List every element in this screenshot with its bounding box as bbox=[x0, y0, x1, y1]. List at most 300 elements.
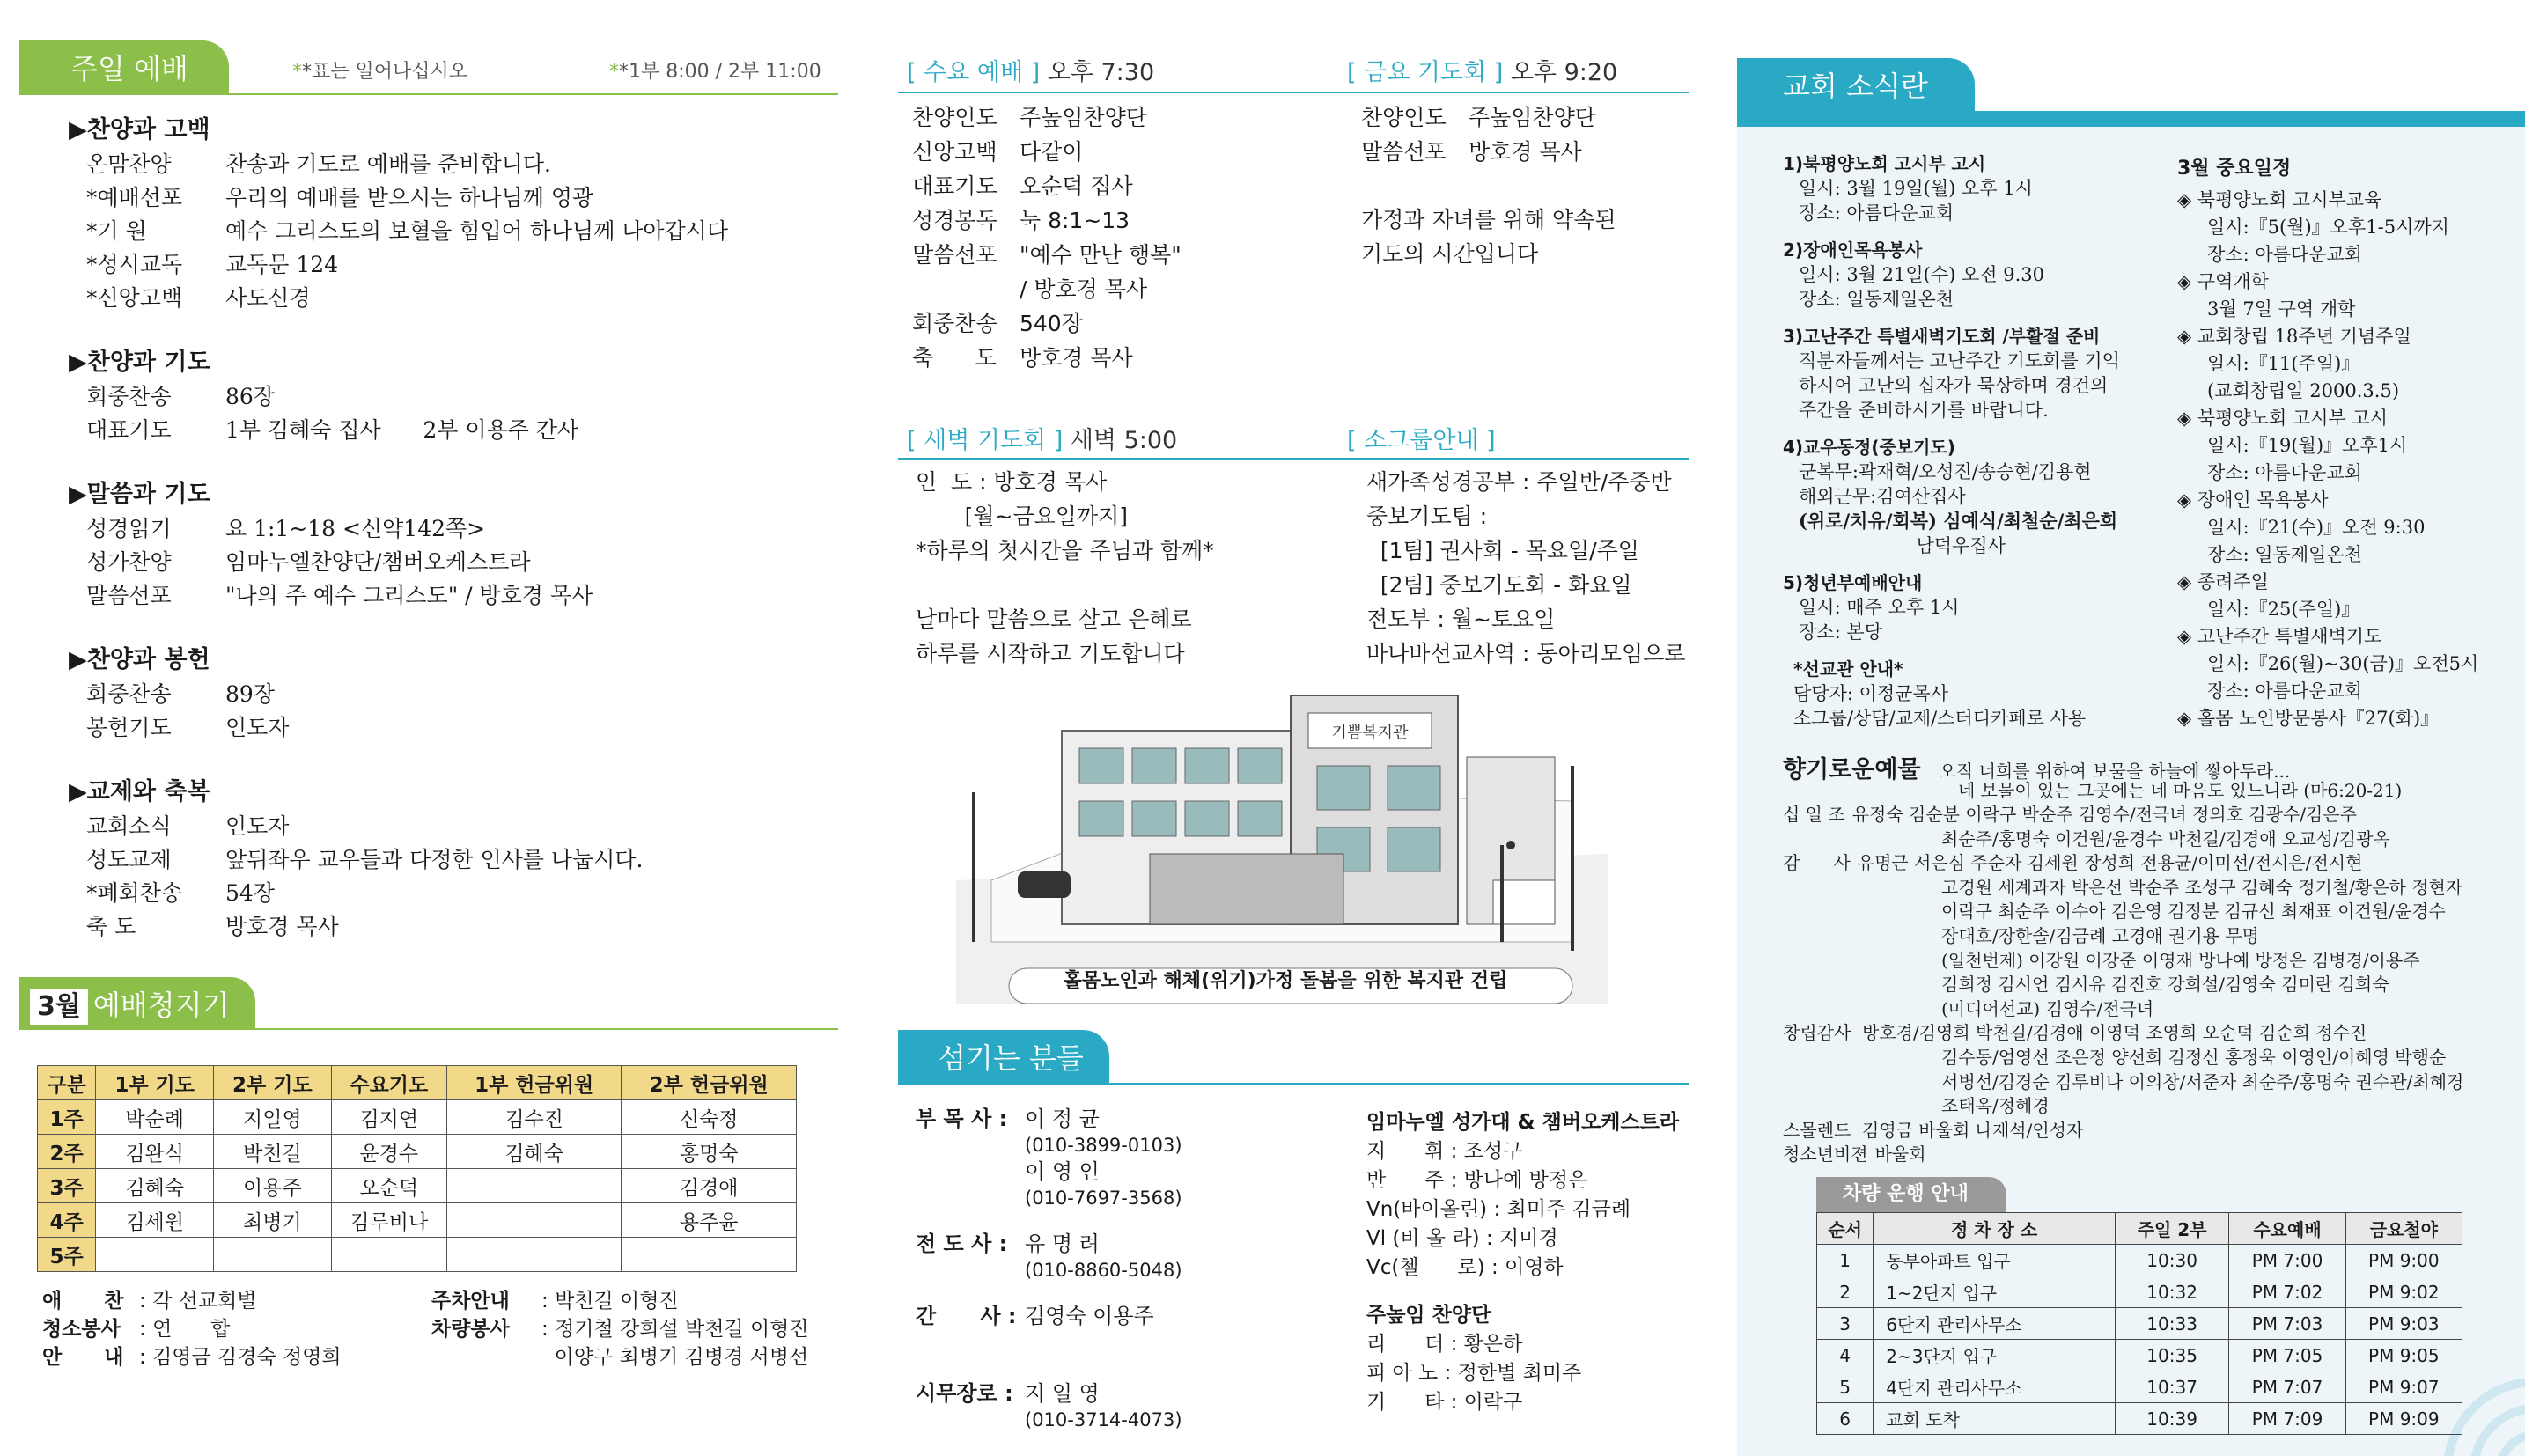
bus-cell: PM 9:09 bbox=[2345, 1403, 2462, 1435]
service-row bbox=[1361, 135, 1596, 169]
footer-label: 청소봉사 bbox=[42, 1318, 121, 1341]
servant-names bbox=[1025, 1230, 1182, 1283]
bus-cell: 동부아파트 입구 bbox=[1874, 1245, 2116, 1276]
footer-left bbox=[42, 1287, 342, 1371]
table-cell: 박천길 bbox=[214, 1135, 332, 1169]
order-value: 54장 bbox=[225, 880, 275, 906]
service-row bbox=[912, 100, 1182, 135]
ensemble-member: 반 주 : 방나예 방정은 bbox=[1366, 1169, 1588, 1192]
footer-line: 청소봉사 : 연 합 bbox=[42, 1315, 342, 1343]
table-cell: 이용주 bbox=[214, 1169, 332, 1203]
servant-name: 이 정 균 bbox=[1025, 1107, 1100, 1131]
bus-cell: PM 7:09 bbox=[2229, 1403, 2345, 1435]
offering-category bbox=[1783, 900, 1862, 924]
offering-names: 서병선/김경순 김루비나 이의창/서준자 최순주/홍명숙 권수관/최혜경 bbox=[1941, 1070, 2464, 1092]
footer-value: 김영금 김경숙 정영희 bbox=[152, 1346, 342, 1369]
table-row bbox=[38, 1100, 797, 1135]
table-row bbox=[38, 1135, 797, 1169]
stand-note: **표는 일어나십시오 bbox=[292, 61, 468, 83]
sunday-order bbox=[69, 113, 835, 944]
bus-cell: 6 bbox=[1817, 1403, 1874, 1435]
info-line: 하루를 시작하고 기도합니다 bbox=[916, 641, 1185, 666]
servant-names bbox=[1025, 1379, 1182, 1432]
info-line: [1팀] 권사회 - 목요일/주일 bbox=[1366, 538, 1639, 563]
dawn-header: [ 새벽 기도회 ] 새벽 5:00 bbox=[907, 427, 1178, 454]
table-cell: 김혜숙 bbox=[446, 1135, 622, 1169]
bus-row bbox=[1817, 1403, 2462, 1435]
table-cell: 용주윤 bbox=[622, 1203, 797, 1238]
footer-value: 각 선교회별 bbox=[152, 1290, 257, 1313]
table-header: 1부 헌금위원 bbox=[446, 1066, 622, 1100]
service-label: 말씀선포 bbox=[912, 242, 997, 268]
table-cell: 김경애 bbox=[622, 1169, 797, 1203]
order-row bbox=[69, 148, 835, 181]
offering-names: 바울회 bbox=[1874, 1143, 1926, 1166]
stewards-table bbox=[37, 1065, 797, 1272]
service-label: 말씀선포 bbox=[1361, 139, 1447, 165]
order-row bbox=[69, 843, 835, 877]
footer-line: 애 찬 : 각 선교회별 bbox=[42, 1287, 342, 1315]
offering-row bbox=[1783, 803, 2463, 827]
order-value: 앞뒤좌우 교우들과 다정한 인사를 나눕시다. bbox=[225, 847, 644, 872]
footer-value: 연 합 bbox=[152, 1318, 231, 1341]
offering-category: 스몰렌드 bbox=[1783, 1119, 1851, 1141]
offering-category bbox=[1783, 949, 1862, 974]
offering-row bbox=[1783, 1021, 2463, 1046]
schedule-line: ◈ 북평양노회 고시부 고시 bbox=[2177, 408, 2389, 429]
offering-row bbox=[1783, 827, 2463, 852]
table-cell: 최병기 bbox=[214, 1203, 332, 1238]
offering-category bbox=[1783, 924, 1862, 949]
schedule-line: ◈ 북평양노회 고시부교육 bbox=[2177, 189, 2382, 210]
servants-rule bbox=[898, 1083, 1689, 1085]
order-value: 요 1:1~18 <신약142쪽> bbox=[225, 516, 486, 541]
offering-category: 청소년비젼 bbox=[1783, 1143, 1868, 1166]
service-row bbox=[912, 306, 1182, 341]
servant-names bbox=[1025, 1302, 1154, 1330]
order-row bbox=[69, 810, 835, 843]
footer-line: 차량봉사 : 정기철 강희설 박천길 이형진 bbox=[431, 1315, 809, 1343]
ensemble-member: Vl (비 올 라) : 지미경 bbox=[1366, 1227, 1558, 1250]
table-cell: 김지연 bbox=[331, 1100, 446, 1135]
order-label: 봉헌기도 bbox=[86, 715, 172, 740]
news-title: 5)청년부예배안내 bbox=[1783, 572, 1923, 593]
bus-row bbox=[1817, 1245, 2462, 1276]
service-row bbox=[912, 135, 1182, 169]
schedule-line: (교회창립일 2000.3.5) bbox=[2207, 380, 2400, 401]
service-label: 대표기도 bbox=[912, 173, 997, 199]
table-row bbox=[38, 1203, 797, 1238]
info-line: 날마다 말씀으로 살고 은혜로 bbox=[916, 607, 1192, 632]
info-line: 새가족성경공부 : 주일반/주중반 bbox=[1366, 469, 1672, 495]
service-row bbox=[912, 203, 1182, 238]
info-line: 중보기도팀 : bbox=[1366, 504, 1488, 529]
offering-names: 김수동/엄영선 조은정 양선희 김정신 홍정욱 이영인/이혜영 박행순 bbox=[1941, 1046, 2447, 1068]
fri-order bbox=[1361, 100, 1596, 169]
schedule-line: 일시:『21(수)』오전 9:30 bbox=[2207, 517, 2426, 538]
service-label: 회중찬송 bbox=[912, 311, 997, 336]
group-header: [ 소그룹안내 ] bbox=[1347, 427, 1496, 454]
footer-right bbox=[431, 1287, 809, 1371]
table-cell: 신숙정 bbox=[622, 1100, 797, 1135]
news-line: 주간을 준비하시기를 바랍니다. bbox=[1799, 400, 2049, 421]
order-value: 인도자 bbox=[225, 715, 290, 740]
ensemble-member: 리 더 : 황은하 bbox=[1366, 1333, 1523, 1356]
table-cell: 김루비나 bbox=[331, 1203, 446, 1238]
service-value: 방호경 목사 bbox=[1469, 139, 1582, 165]
news-line: 일시: 3월 19일(월) 오후 1시 bbox=[1799, 178, 2033, 199]
order-label: 말씀선포 bbox=[86, 583, 172, 608]
spacer bbox=[1783, 731, 2120, 743]
order-row bbox=[69, 282, 835, 315]
table-cell: 오순덕 bbox=[331, 1169, 446, 1203]
spacer bbox=[1783, 644, 2120, 657]
bus-cell: 10:39 bbox=[2115, 1403, 2228, 1435]
schedule-line: ◈ 종려주일 bbox=[2177, 571, 2269, 592]
footer-label: 애 찬 bbox=[42, 1290, 124, 1313]
order-value: 교독문 124 bbox=[225, 252, 339, 277]
info-line: *하루의 첫시간을 주님과 함께* bbox=[916, 538, 1214, 563]
order-label: *기 원 bbox=[86, 218, 147, 244]
order-value: 86장 bbox=[225, 384, 275, 409]
schedule-line: 3월 7일 구역 개학 bbox=[2207, 298, 2356, 320]
welfare-building-illustration bbox=[956, 678, 1608, 1004]
service-value: 주높임찬양단 bbox=[1469, 105, 1596, 130]
service-label: 찬양인도 bbox=[912, 105, 997, 130]
building-caption: 홀몸노인과 해체(위기)가정 돌봄을 위한 복지관 건립 bbox=[1063, 970, 1508, 992]
service-value: 오순덕 집사 bbox=[1020, 173, 1133, 199]
offering-row bbox=[1783, 997, 2463, 1022]
schedule-line: ◈ 교회창립 18주년 기념주일 bbox=[2177, 326, 2411, 347]
table-header: 1부 기도 bbox=[96, 1066, 214, 1100]
order-label: 회중찬송 bbox=[86, 681, 172, 707]
march-label: 3월 bbox=[30, 989, 88, 1025]
table-cell: 지일영 bbox=[214, 1100, 332, 1135]
offering-names: 김희정 김시언 김시유 김진호 강희설/김영숙 김미란 김희숙 bbox=[1941, 974, 2389, 996]
servant-name: (010-8860-5048) bbox=[1025, 1260, 1182, 1281]
sunday-worship-tab: 주일 예배 bbox=[19, 40, 229, 95]
offering-row bbox=[1783, 1094, 2463, 1119]
bus-cell: PM 9:05 bbox=[2345, 1340, 2462, 1371]
offering-row bbox=[1783, 1070, 2463, 1095]
col2-rule bbox=[898, 92, 1689, 93]
servant-name: (010-3899-0103) bbox=[1025, 1135, 1182, 1156]
offering-names: 방호경/김영희 박천길/김경애 이영덕 조영희 오순덕 김순희 정수진 bbox=[1862, 1022, 2367, 1044]
col2-rule-2 bbox=[898, 458, 1689, 460]
news-schedule bbox=[2177, 151, 2478, 732]
bus-cell: 2~3단지 입구 bbox=[1874, 1340, 2116, 1371]
table-cell: 3주 bbox=[38, 1169, 96, 1203]
ensemble-title: 임마누엘 성가대 & 챔버오케스트라 bbox=[1366, 1111, 1680, 1134]
table-cell bbox=[446, 1169, 622, 1203]
order-row bbox=[69, 579, 835, 613]
order-label: 회중찬송 bbox=[86, 384, 172, 409]
bus-cell: 5 bbox=[1817, 1371, 1874, 1403]
order-row bbox=[69, 678, 835, 711]
spacer bbox=[1783, 225, 2120, 238]
order-value: 임마누엘찬양단/챔버오케스트라 bbox=[225, 549, 531, 575]
spacer bbox=[1783, 312, 2120, 324]
news-title: 1)북평양노회 고시부 고시 bbox=[1783, 153, 1986, 174]
bus-cell: PM 7:07 bbox=[2229, 1371, 2345, 1403]
bus-tab: 차량 운행 안내 bbox=[1816, 1177, 2006, 1212]
servant-names bbox=[1025, 1105, 1182, 1210]
servant-block bbox=[916, 1379, 1182, 1432]
bus-cell: 10:37 bbox=[2115, 1371, 2228, 1403]
schedule-line: 장소: 아름다운교회 bbox=[2207, 462, 2363, 483]
order-value: 89장 bbox=[225, 681, 275, 707]
service-row bbox=[1361, 100, 1596, 135]
table-cell: 김혜숙 bbox=[96, 1169, 214, 1203]
schedule-line: ◈ 고난주간 특별새벽기도 bbox=[2177, 626, 2382, 647]
service-row bbox=[912, 169, 1182, 203]
news-line: 담당자: 이정균목사 bbox=[1793, 683, 1949, 704]
bus-cell: PM 7:00 bbox=[2229, 1245, 2345, 1276]
service-value: / 방호경 목사 bbox=[1020, 276, 1148, 302]
news-line: 군복무:곽재혁/오성진/송승현/김용현 bbox=[1799, 461, 2092, 482]
order-row bbox=[69, 215, 835, 248]
order-label: 축 도 bbox=[86, 914, 136, 939]
schedule-line: ◈ 홀몸 노인방문봉사『27(화)』 bbox=[2177, 708, 2440, 729]
bus-cell: 10:35 bbox=[2115, 1340, 2228, 1371]
table-header: 2부 기도 bbox=[214, 1066, 332, 1100]
ensemble-member: Vc(첼 로) : 이영하 bbox=[1366, 1256, 1564, 1279]
service-label: 찬양인도 bbox=[1361, 105, 1447, 130]
offering-category bbox=[1783, 1070, 1862, 1095]
ensemble-member: 기 타 : 이락구 bbox=[1366, 1391, 1523, 1414]
news-title: *선교관 안내* bbox=[1793, 658, 1903, 680]
servant-role: 간 사 : bbox=[916, 1304, 1017, 1328]
order-value: 예수 그리스도의 보혈을 힘입어 하나님께 나아갑시다 bbox=[225, 218, 729, 244]
bus-cell: 교회 도착 bbox=[1874, 1403, 2116, 1435]
order-value: 1부 김혜숙 집사 2부 이용주 간사 bbox=[225, 417, 579, 443]
bus-cell: 1 bbox=[1817, 1245, 1874, 1276]
order-label: *폐회찬송 bbox=[86, 880, 183, 906]
info-line bbox=[916, 568, 1214, 602]
offering-list bbox=[1783, 803, 2463, 1167]
footer-line: 주차안내 : 박천길 이형진 bbox=[431, 1287, 809, 1315]
info-line: 바나바선교사역 : 동아리모임으로 bbox=[1366, 641, 1686, 666]
table-header: 2부 헌금위원 bbox=[622, 1066, 797, 1100]
servant-name: 이 영 인 bbox=[1025, 1159, 1100, 1184]
tab-underline bbox=[19, 93, 838, 95]
schedule-line: 장소: 아름다운교회 bbox=[2207, 244, 2363, 265]
offering-names: 유정숙 김순분 이락구 박순주 김영수/전극녀 정의호 김광수/김은주 bbox=[1851, 804, 2357, 825]
order-row bbox=[69, 877, 835, 910]
order-row bbox=[69, 414, 835, 447]
section-title: ▶교제와 축복 bbox=[69, 778, 210, 805]
service-value: 540장 bbox=[1020, 311, 1083, 336]
news-title: 3)고난주간 특별새벽기도회 /부활절 준비 bbox=[1783, 326, 2101, 347]
table-cell bbox=[331, 1238, 446, 1272]
wed-header: [ 수요 예배 ] 오후 7:30 bbox=[907, 59, 1155, 86]
bus-cell: PM 7:05 bbox=[2229, 1340, 2345, 1371]
bus-cell: 1~2단지 입구 bbox=[1874, 1276, 2116, 1308]
service-label: 성경봉독 bbox=[912, 208, 997, 233]
servant-role: 시무장로 : bbox=[916, 1381, 1013, 1406]
offering-row bbox=[1783, 924, 2463, 949]
ensemble-title: 주높임 찬양단 bbox=[1366, 1304, 1491, 1327]
order-label: 성도교제 bbox=[86, 847, 172, 872]
offering-names: 고경원 세계과자 박은선 박순주 조성구 김혜숙 정기철/황은하 정현자 bbox=[1941, 876, 2463, 898]
table-header: 수요기도 bbox=[331, 1066, 446, 1100]
offering-category bbox=[1783, 997, 1862, 1022]
offering-row bbox=[1783, 1119, 2463, 1143]
order-label: *신앙고백 bbox=[86, 285, 183, 311]
bus-cell: 10:30 bbox=[2115, 1245, 2228, 1276]
order-row bbox=[69, 711, 835, 745]
schedule-line: 일시:『19(월)』오후1시 bbox=[2207, 435, 2408, 456]
offering-names: 이락구 최순주 이수아 김은영 김정분 김규선 최재표 이건원/윤경수 bbox=[1941, 901, 2446, 923]
bus-cell: 6단지 관리사무소 bbox=[1874, 1308, 2116, 1340]
servant-name: 지 일 영 bbox=[1025, 1381, 1100, 1406]
service-value: 다같이 bbox=[1020, 139, 1084, 165]
ensemble-member: 지 휘 : 조성구 bbox=[1366, 1140, 1523, 1163]
news-line: 해외근무:김여산집사 bbox=[1799, 486, 1966, 507]
offering-row bbox=[1783, 851, 2463, 876]
table-cell bbox=[446, 1238, 622, 1272]
order-label: 대표기도 bbox=[86, 417, 172, 443]
news-line: 남덕우집사 bbox=[1799, 535, 2006, 556]
footer-label: 안 내 bbox=[42, 1346, 124, 1369]
offering-title: 향기로운예물 bbox=[1783, 756, 1921, 783]
schedule-line: 장소: 일동제일온천 bbox=[2207, 544, 2363, 565]
offering-verse-1: 오직 너희를 위하여 보물을 하늘에 쌓아두라... bbox=[1939, 761, 2291, 782]
bus-cell: 4단지 관리사무소 bbox=[1874, 1371, 2116, 1403]
bus-cell: 10:33 bbox=[2115, 1308, 2228, 1340]
news-title: 4)교우동정(중보기도) bbox=[1783, 437, 1955, 458]
footer-label: 주차안내 bbox=[431, 1290, 510, 1313]
fri-header: [ 금요 기도회 ] 오후 9:20 bbox=[1347, 59, 1618, 86]
news-bar bbox=[1737, 111, 2525, 127]
bus-header: 수요예배 bbox=[2229, 1213, 2345, 1245]
offering-names: 최순주/홍명숙 이건원/윤경수 박천길/김경애 오교성/김광옥 bbox=[1941, 827, 2390, 849]
service-value: 방호경 목사 bbox=[1020, 345, 1133, 371]
order-row bbox=[69, 546, 835, 579]
wed-order bbox=[912, 100, 1182, 375]
church-news-tab: 교회 소식란 bbox=[1737, 58, 1975, 113]
servant-block bbox=[916, 1302, 1182, 1330]
svg-text:기쁨복지관: 기쁨복지관 bbox=[1331, 724, 1409, 742]
schedule-line: 장소: 아름다운교회 bbox=[2207, 680, 2363, 702]
offering-row bbox=[1783, 949, 2463, 974]
news-line: 장소: 본당 bbox=[1799, 621, 1882, 643]
order-value: "나의 주 예수 그리스도" / 방호경 목사 bbox=[225, 583, 593, 608]
news-line: (위로/치유/회복) 심예식/최철순/최은희 bbox=[1799, 510, 2118, 532]
table-row bbox=[38, 1169, 797, 1203]
offering-verse-2: 네 보물이 있는 그곳에는 네 마음도 있느니라 (마6:20-21) bbox=[1958, 780, 2403, 801]
table-cell: 김완식 bbox=[96, 1135, 214, 1169]
order-row bbox=[69, 910, 835, 944]
section-title: ▶찬양과 고백 bbox=[69, 116, 210, 143]
bus-row bbox=[1817, 1340, 2462, 1371]
offering-category: 감 사 bbox=[1783, 852, 1851, 874]
footer-value: 정기철 강희설 박천길 이형진 bbox=[555, 1318, 809, 1341]
news-left bbox=[1783, 151, 2120, 743]
info-line: [월~금요일까지] bbox=[916, 504, 1128, 529]
table-cell: 박순례 bbox=[96, 1100, 214, 1135]
servant-role: 부 목 사 : bbox=[916, 1107, 1008, 1131]
table-cell bbox=[214, 1238, 332, 1272]
footer-line: 안 내 : 김영금 김경숙 정영희 bbox=[42, 1343, 342, 1371]
bus-cell: PM 9:03 bbox=[2345, 1308, 2462, 1340]
offering-category bbox=[1783, 1046, 1862, 1070]
info-line: 전도부 : 월~토요일 bbox=[1366, 607, 1556, 632]
news-line: 일시: 3월 21일(수) 오전 9.30 bbox=[1799, 264, 2045, 285]
schedule-title: 3월 중요일정 bbox=[2177, 158, 2292, 180]
news-line: 하시어 고난의 십자가 묵상하며 경건의 bbox=[1799, 375, 2109, 396]
bus-header: 순서 bbox=[1817, 1213, 1874, 1245]
service-value: "예수 만난 행복" bbox=[1020, 242, 1182, 268]
footer-line bbox=[431, 1343, 809, 1371]
table-cell: 5주 bbox=[38, 1238, 96, 1272]
bus-cell: PM 7:03 bbox=[2229, 1308, 2345, 1340]
servant-name: (010-3714-4073) bbox=[1025, 1409, 1182, 1430]
bus-header: 금요철야 bbox=[2345, 1213, 2462, 1245]
table-header: 구분 bbox=[38, 1066, 96, 1100]
order-value: 방호경 목사 bbox=[225, 914, 339, 939]
table-cell: 홍명숙 bbox=[622, 1135, 797, 1169]
footer-value: 박천길 이형진 bbox=[555, 1290, 679, 1313]
order-label: 성가찬양 bbox=[86, 549, 172, 575]
order-label: *성시교독 bbox=[86, 252, 183, 277]
table-cell: 김수진 bbox=[446, 1100, 622, 1135]
order-row bbox=[69, 380, 835, 414]
service-label: 신앙고백 bbox=[912, 139, 997, 165]
servant-role: 전 도 사 : bbox=[916, 1232, 1008, 1256]
fri-note: 가정과 자녀를 위해 약속된 기도의 시간입니다 bbox=[1361, 207, 1616, 267]
order-value: 찬송과 기도로 예배를 준비합니다. bbox=[225, 151, 551, 177]
ensemble-member: Vn(바이올린) : 최미주 김금례 bbox=[1366, 1198, 1631, 1221]
servants-tab: 섬기는 분들 bbox=[898, 1030, 1109, 1083]
footer-label: 차량봉사 bbox=[431, 1318, 510, 1341]
section-title: ▶찬양과 봉헌 bbox=[69, 646, 210, 673]
offering-row bbox=[1783, 876, 2463, 901]
servant-name: 유 명 려 bbox=[1025, 1232, 1100, 1256]
bus-cell: PM 7:02 bbox=[2229, 1276, 2345, 1308]
stewards-label: 예배청지기 bbox=[92, 989, 230, 1022]
offering-names: 유명근 서은심 주순자 김세원 장성희 전용균/이미선/전시은/전시현 bbox=[1857, 852, 2363, 874]
service-value: 눅 8:1~13 bbox=[1020, 208, 1130, 233]
table-cell: 2주 bbox=[38, 1135, 96, 1169]
bus-table bbox=[1816, 1212, 2462, 1435]
table-cell bbox=[622, 1238, 797, 1272]
schedule-line: ◈ 구역개학 bbox=[2177, 271, 2269, 292]
bus-cell: PM 9:02 bbox=[2345, 1276, 2462, 1308]
schedule-line: 일시:『26(월)~30(금)』오전5시 bbox=[2207, 653, 2479, 674]
service-row bbox=[912, 341, 1182, 375]
spacer bbox=[1783, 558, 2120, 570]
offering-names: 조태옥/정혜경 bbox=[1941, 1095, 2050, 1117]
offering-row bbox=[1783, 900, 2463, 924]
news-line: 직분자들께서는 고난주간 기도회를 기억 bbox=[1799, 350, 2120, 371]
news-title: 2)장애인목욕봉사 bbox=[1783, 239, 1923, 261]
footer-value: 이양구 최병기 김병경 서병선 bbox=[554, 1346, 809, 1369]
offering-category bbox=[1783, 973, 1862, 997]
group-info bbox=[1366, 465, 1685, 671]
service-times: **1부 8:00 / 2부 11:00 bbox=[609, 61, 821, 83]
news-line: 장소: 아름다운교회 bbox=[1799, 202, 1954, 224]
service-value: 주높임찬양단 bbox=[1020, 105, 1147, 130]
table-cell: 1주 bbox=[38, 1100, 96, 1135]
info-line: [2팀] 중보기도회 - 화요일 bbox=[1366, 572, 1632, 598]
offering-names: 장대호/장한솔/김금례 고경애 권기용 무명 bbox=[1941, 924, 2259, 946]
bus-row bbox=[1817, 1371, 2462, 1403]
info-line: 인 도 : 방호경 목사 bbox=[916, 469, 1108, 495]
dawn-info bbox=[916, 465, 1214, 671]
order-value: 사도신경 bbox=[225, 285, 311, 311]
table-cell: 윤경수 bbox=[331, 1135, 446, 1169]
